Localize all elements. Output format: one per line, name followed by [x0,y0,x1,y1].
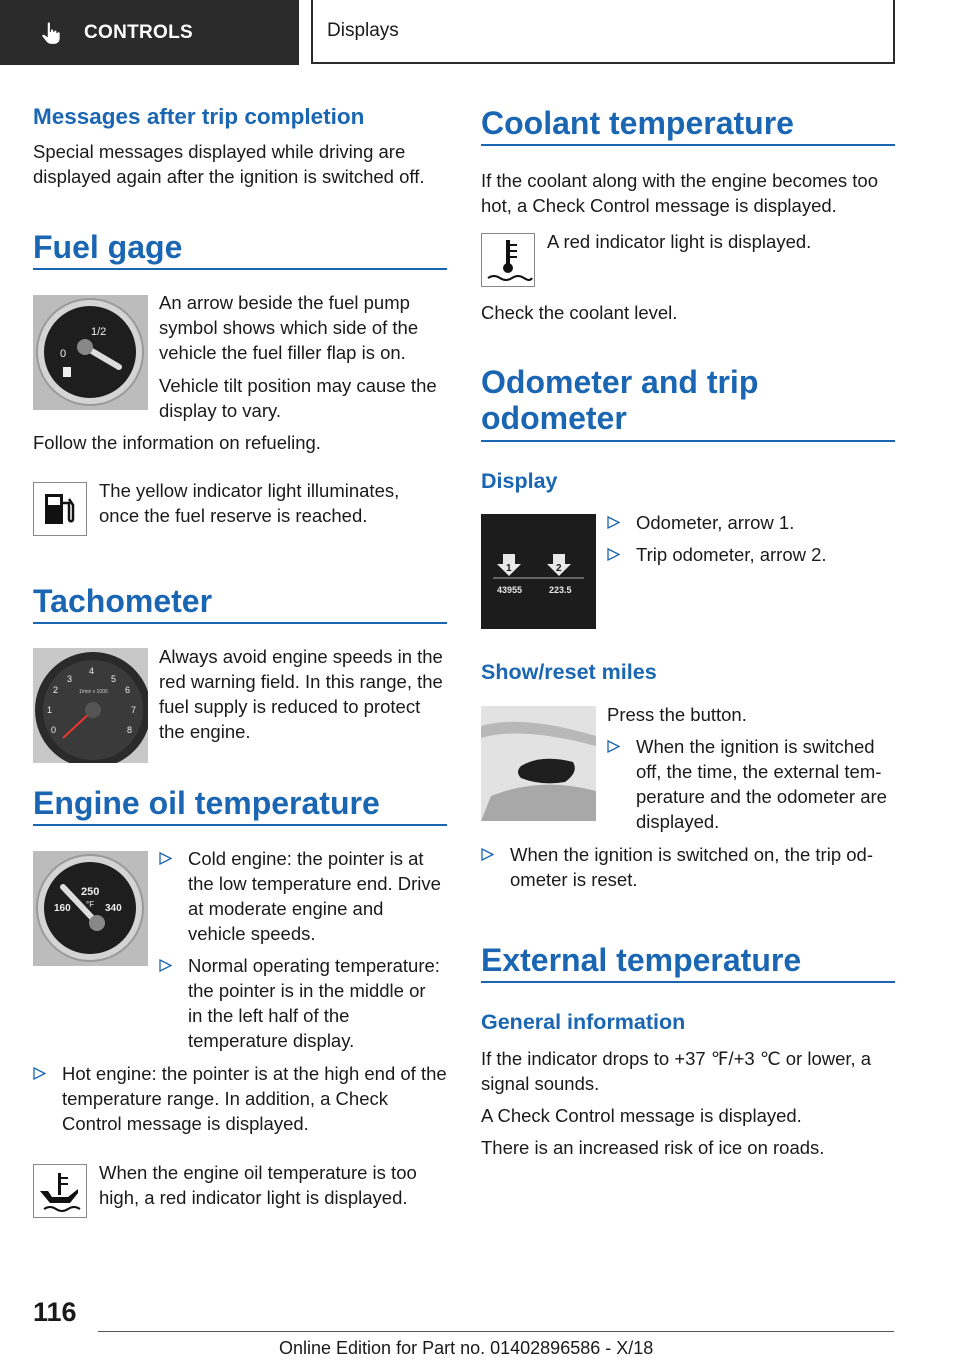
fuel-text-3: Follow the information on refueling. [33,432,321,453]
fuel-reserve-text: The yellow indicator light illuminates, once the fuel reserve is reached. [99,480,400,526]
page-number: 116 [33,1297,77,1327]
chapter-tab [311,0,895,64]
triangle-bullet-icon [33,1067,46,1080]
press-button-text: Press the button. [607,704,747,725]
svg-text:6: 6 [125,685,131,695]
gauge-zero-label: 0 [60,348,67,360]
gauge-half-label: 1/2 [91,326,107,338]
ext-text-3: There is an increased risk of ice on roads. [481,1137,825,1158]
general-info-subheading: General information [481,1010,686,1034]
odometer-display-image [481,514,596,629]
tachometer-heading: Tachometer [33,583,213,619]
coolant-heading: Coolant temperature [481,105,794,141]
heading-rule [33,268,447,270]
oil-temp-heading: Engine oil temperature [33,785,380,821]
triangle-bullet-icon [159,852,172,865]
oil-temp-warning-icon [33,1164,87,1218]
oil-bullets-2 [33,1061,448,1136]
oil-warning-text: When the engine oil temperature is too high, a red indicator light is displayed. [99,1162,417,1208]
ext-text-2: A Check Control message is displayed. [481,1105,802,1126]
oil-gauge-mid-label: 250 [81,886,100,898]
list-item: Trip odometer, arrow 2. [607,542,897,567]
list-item: Hot engine: the pointer is at the high end of the temperature range. In addition, a Check Control message is displayed. [33,1061,448,1136]
messages-heading: Messages after trip completion [33,104,365,129]
list-item: Normal operating temperature: the pointer is in the middle or in the left half of the temperature display. [159,953,444,1053]
svg-text:2: 2 [53,685,59,695]
section-title: CONTROLS [84,21,194,43]
triangle-bullet-icon [607,548,620,561]
section-tab [0,0,299,65]
fuel-pump-icon [33,482,87,536]
oil-gauge-unit: °F [86,900,95,909]
arrow-1-label: 1 [506,563,512,574]
coolant-text-2: A red indicator light is displayed. [547,231,812,252]
show-reset-subheading: Show/reset miles [481,660,657,684]
list-item: Odometer, arrow 1. [607,510,897,535]
trip-value: 223.5 [549,585,572,595]
arrow-2-label: 2 [556,563,562,574]
chapter-title: Displays [327,20,399,41]
ext-text-1: If the indicator drops to +37 ℉/+3 ℃ or lower, a signal sounds. [481,1048,872,1094]
coolant-text-1: If the coolant along with the engine becomes too hot, a Check Control message is displayed. [481,170,878,216]
hand-pointer-icon [38,20,64,46]
oil-bullets [159,846,444,1053]
fuel-text-2: Vehicle tilt position may cause the display to vary. [159,375,437,421]
reset-button-image [481,706,596,821]
tachometer-image [33,648,148,763]
heading-rule [33,622,447,624]
svg-text:3: 3 [67,674,73,684]
fuel-gage-heading: Fuel gage [33,229,183,265]
external-temp-heading: External temperature [481,942,802,978]
oil-temp-gauge-image [33,851,148,966]
list-item: When the ignition is switched on, the trip odometer is reset. [481,842,896,892]
odometer-value: 43955 [497,585,523,595]
footer-rule [98,1331,894,1332]
triangle-bullet-icon [159,959,172,972]
odometer-bullets [607,510,897,567]
svg-text:4: 4 [89,666,95,676]
list-item: When the ignition is switched off, the time, the external temperature and the odometer are displayed. [607,734,899,834]
triangle-bullet-icon [607,516,620,529]
coolant-text-3: Check the coolant level. [481,302,678,323]
list-item: Cold engine: the pointer is at the low temperature end. Drive at moderate engine and vehicle speeds. [159,846,444,946]
heading-rule [481,144,895,146]
reset-bullets [607,734,899,834]
svg-text:7: 7 [131,705,137,715]
heading-rule [33,824,447,826]
reset-bullets-2 [481,842,896,892]
oil-gauge-high-label: 340 [105,903,122,914]
triangle-bullet-icon [481,848,494,861]
display-subheading: Display [481,469,558,493]
triangle-bullet-icon [607,740,620,753]
heading-rule [481,981,895,983]
svg-text:1: 1 [47,705,53,715]
svg-text:8: 8 [127,725,133,735]
coolant-warning-icon [481,233,535,287]
tach-scale-label: 1/min x 1000 [79,689,108,695]
odometer-heading: Odometer and trip odometer [481,364,759,436]
fuel-text-1: An arrow beside the fuel pump symbol shows which side of the vehicle the fuel filler flap is on. [159,292,419,363]
oil-gauge-low-label: 160 [54,903,71,914]
messages-text: Special messages displayed while driving are displayed again after the ignition is switched off. [33,141,425,187]
svg-text:0: 0 [51,725,57,735]
svg-text:5: 5 [111,674,117,684]
fuel-gauge-image [33,295,148,410]
tach-text: Always avoid engine speeds in the red warning field. In this range, the fuel supply is reduced to protect the engine. [159,646,443,742]
edition-footer: Online Edition for Part no. 01402896586 - X/18 [279,1338,654,1358]
heading-rule [481,440,895,442]
